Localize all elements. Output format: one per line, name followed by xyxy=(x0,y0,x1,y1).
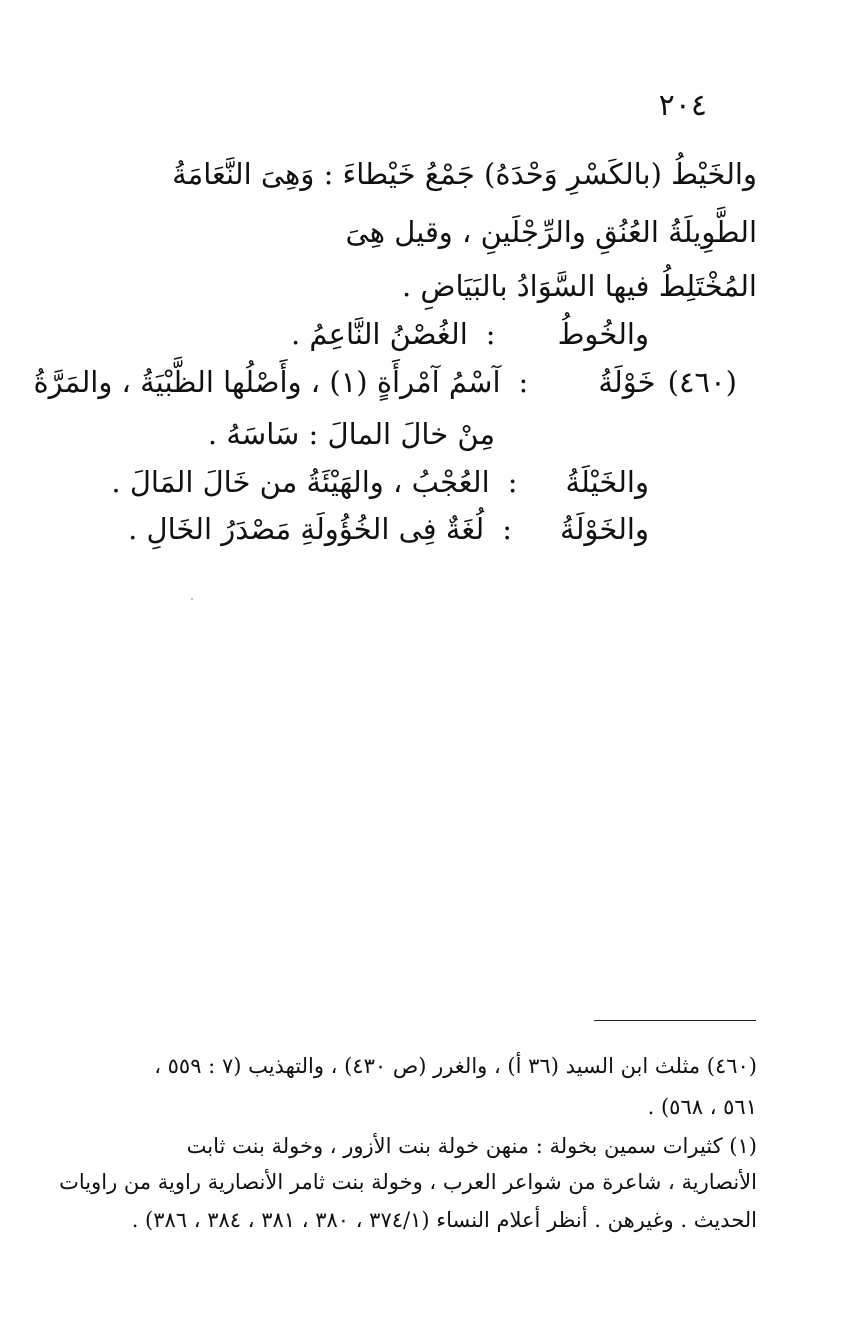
entry-khayt-line-1: والخَيْطُ (بالكَسْرِ وَحْدَهُ) جَمْعُ خَيْطاءَ : وَهِىَ النَّعَامَةُ xyxy=(172,157,757,191)
definition-khayla: العُجْبُ ، والهَيْئَةُ من خَالَ المَالَ . xyxy=(111,465,490,499)
headword-khawla-2: والخَوْلَةُ xyxy=(560,512,649,546)
definition-khawt: الغُصْنُ النَّاعِمُ . xyxy=(290,317,468,351)
footnote-1-line-1: (١) كثيرات سمين بخولة : منهن خولة بنت الأزور ، وخولة بنت ثابت xyxy=(186,1134,757,1158)
headword-khawt: والخُوطُ xyxy=(557,317,649,351)
footnote-1-line-2: الأنصارية ، شاعرة من شواعر العرب ، وخولة بنت ثامر الأنصارية راوية من راويات xyxy=(59,1170,757,1194)
footnote-divider xyxy=(594,1020,756,1021)
footnote-460-line-1: (٤٦٠) مثلث ابن السيد (٣٦ أ) ، والغرر (ص ٤٣٠) ، والتهذيب (٧ : ٥٥٩ ، xyxy=(154,1054,757,1078)
definition-khawla: آسْمُ آمْرأَةٍ (١) ، وأَصْلُها الظَّبْيَةُ ، والمَرَّةُ xyxy=(33,365,501,399)
headword-khayla: والخَيْلَةُ xyxy=(565,465,649,499)
entry-number: (٤٦٠) xyxy=(667,365,737,399)
footnote-1-line-3: الحديث . وغيرهن . أنظر أعلام النساء (٣٧٤/١ ، ٣٨٠ ، ٣٨١ ، ٣٨٤ ، ٣٨٦) . xyxy=(131,1208,757,1232)
entry-khawla-continuation: مِنْ خالَ المالَ : سَاسَهُ . xyxy=(207,417,495,451)
entry-khawla-460 xyxy=(33,365,737,399)
entry-khawla-2 xyxy=(128,512,649,546)
colon: : xyxy=(507,465,518,499)
entry-khayla xyxy=(111,465,649,499)
footnote-460-line-2: ٥٦١ ، ٥٦٨) . xyxy=(647,1095,757,1119)
entry-khayt-line-2: الطَّوِيلَةُ العُنُقِ والرِّجْلَينِ ، وقيل هِىَ xyxy=(345,215,757,249)
colon: : xyxy=(485,317,496,351)
colon: : xyxy=(502,512,513,546)
headword-khawla: خَوْلَةُ xyxy=(598,365,656,399)
colon: : xyxy=(518,365,529,399)
entry-khayt-line-3: المُخْتَلِطُ فيها السَّوَادُ بالبَيَاضِ . xyxy=(401,269,757,303)
definition-khawla-2: لُغَةٌ فِى الخُؤُولَةِ مَصْدَرُ الخَالِ . xyxy=(128,512,485,546)
page-number: ٢٠٤ xyxy=(658,88,707,123)
paper-speck xyxy=(191,598,193,600)
entry-khawt xyxy=(290,317,649,351)
